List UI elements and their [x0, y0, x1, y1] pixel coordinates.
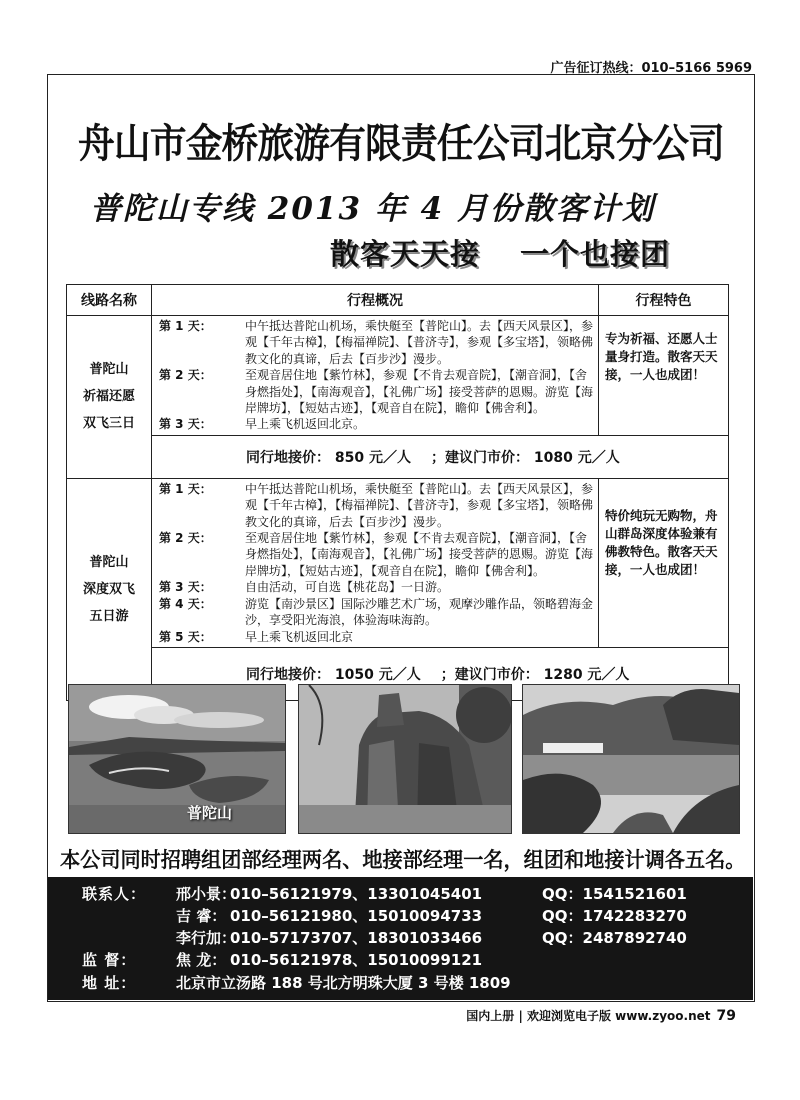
page-footer	[466, 1007, 736, 1024]
route-name	[67, 478, 152, 700]
header-features: 行程特色	[599, 285, 729, 316]
route-name-line: 普陀山	[89, 554, 129, 570]
island-image	[69, 685, 285, 833]
route-itinerary	[152, 478, 599, 647]
supervisor-label: 监 督：	[82, 951, 137, 969]
route-feature: 专为祈福、还愿人士量身打造。散客天天接，一人也成团！	[599, 316, 729, 436]
itinerary-day	[159, 629, 594, 645]
retail-price: ；建议门市价： 1080 元／人	[430, 449, 620, 466]
slogan	[330, 232, 670, 273]
contact-qq: QQ：1742283270	[542, 907, 687, 925]
slogan-left: 散客天天接	[330, 237, 481, 271]
contact-phone: 010–56121979、13301045401	[230, 885, 483, 903]
day-text: 早上乘飞机返回北京。	[245, 417, 366, 432]
day-label: 第 4 天：	[159, 596, 212, 611]
route-name	[67, 316, 152, 479]
table-row	[67, 435, 729, 478]
photo-island	[68, 684, 286, 834]
contact-panel	[48, 877, 753, 1000]
page-number: 79	[716, 1008, 736, 1024]
ad-hotline: 广告征订热线：010–5166 5969	[550, 61, 752, 76]
itinerary-day	[159, 416, 594, 432]
route-feature: 特价纯玩无购物，舟山群岛深度体验兼有佛教特色。散客天天接，一人也成团！	[599, 478, 729, 647]
contact-qq: QQ：2487892740	[542, 929, 687, 947]
header-itinerary: 行程概况	[152, 285, 599, 316]
coast-image	[523, 685, 739, 833]
contact-name: 邢小景：	[176, 885, 237, 903]
route-name-line: 祈福还愿	[82, 389, 135, 405]
day-text: 至观音居住地【紫竹林】，参观【不肯去观音院】，【潮音洞】，【舍身燃指处】，【南海观音】，【礼佛广场】接受菩萨的恩赐。游览【海岸牌坊】，【短姑古迹】，【观音自在院】，瞻仰【佛舍利】。	[245, 368, 594, 416]
route-name-line: 双飞三日	[82, 416, 135, 432]
contact-label: 联系人：	[82, 885, 147, 903]
photo-coast	[522, 684, 740, 834]
rock-image	[299, 685, 511, 833]
day-text: 中午抵达普陀山机场，乘快艇至【普陀山】。去【西天风景区】，参观【千年古樟】，【梅福禅院】、【普济寺】，参观【多宝塔】，领略佛教文化的真谛，后去【百步沙】漫步。	[245, 481, 594, 529]
route-table	[66, 284, 729, 701]
slogan-right: 一个也接团	[520, 237, 671, 271]
photo-caption: 普陀山	[187, 804, 233, 822]
table-row	[67, 478, 729, 647]
day-text: 至观音居住地【紫竹林】，参观【不肯去观音院】，【潮音洞】，【舍身燃指处】，【南海观音】，【礼佛广场】接受菩萨的恩赐。游览【海岸牌坊】，【短姑古迹】，【观音自在院】，瞻仰【佛舍利】。	[245, 531, 594, 578]
contact-name: 李行加：	[176, 929, 237, 947]
peer-price: 同行地接价： 850 元／人	[246, 449, 411, 466]
day-text: 自由活动，可自选【桃花岛】一日游。	[245, 580, 450, 595]
day-text: 早上乘飞机返回北京	[245, 629, 354, 644]
day-label: 第 5 天：	[159, 629, 212, 644]
route-name-line: 普陀山	[89, 362, 129, 378]
table-header-row	[67, 285, 729, 316]
route-price	[152, 435, 729, 478]
itinerary-day	[159, 318, 594, 367]
itinerary-day	[159, 596, 594, 629]
recruit-notice: 本公司同时招聘组团部经理两名、地接部经理一名，组团和地接计调各五名。	[60, 848, 746, 872]
day-label: 第 1 天：	[159, 319, 212, 333]
itinerary-day	[159, 579, 594, 595]
contact-phone: 010–56121980、15010094733	[230, 907, 483, 925]
table-row	[67, 316, 729, 436]
photo-rock	[298, 684, 512, 834]
route-name-line: 深度双飞	[82, 581, 135, 597]
peer-price: 同行地接价： 1050 元／人	[246, 666, 421, 683]
day-label: 第 3 天：	[159, 580, 212, 595]
day-label: 第 2 天：	[159, 368, 212, 383]
retail-price: ；建议门市价： 1280 元／人	[440, 666, 630, 683]
route-itinerary	[152, 316, 599, 436]
address-text: 北京市立汤路 188 号北方明珠大厦 3 号楼 1809	[176, 974, 511, 992]
day-label: 第 3 天：	[159, 417, 212, 432]
itinerary-day	[159, 367, 594, 416]
day-text: 中午抵达普陀山机场，乘快艇至【普陀山】。去【西天风景区】，参观【千年古樟】，【梅福禅院】、【普济寺】，参观【多宝塔】，领略佛教文化的真谛，后去【百步沙】漫步。	[245, 319, 594, 366]
day-label: 第 2 天：	[159, 531, 212, 546]
supervisor-phone: 010–56121978、15010099121	[230, 951, 483, 969]
day-text: 游览【南沙景区】国际沙雕艺术广场，观摩沙雕作品，领略碧海金沙，享受阳光海浪，体验海味海韵。	[245, 596, 594, 628]
itinerary-day	[159, 530, 594, 579]
itinerary-day	[159, 481, 594, 530]
contact-name: 吉 睿：	[176, 907, 227, 925]
company-name: 舟山市金桥旅游有限责任公司北京分公司	[78, 121, 724, 167]
route-name-line: 五日游	[89, 608, 129, 624]
contact-qq: QQ：1541521601	[542, 885, 687, 903]
contact-phone: 010–57173707、18301033466	[230, 929, 483, 947]
footer-text: 国内上册 | 欢迎浏览电子版 www.zyoo.net	[466, 1009, 711, 1023]
header-route-name: 线路名称	[67, 285, 152, 316]
address-label: 地 址：	[82, 974, 137, 992]
supervisor-name: 焦 龙：	[176, 951, 227, 969]
day-label: 第 1 天：	[159, 481, 212, 496]
plan-title: 普陀山专线 2013 年 4 月份散客计划	[90, 191, 656, 227]
